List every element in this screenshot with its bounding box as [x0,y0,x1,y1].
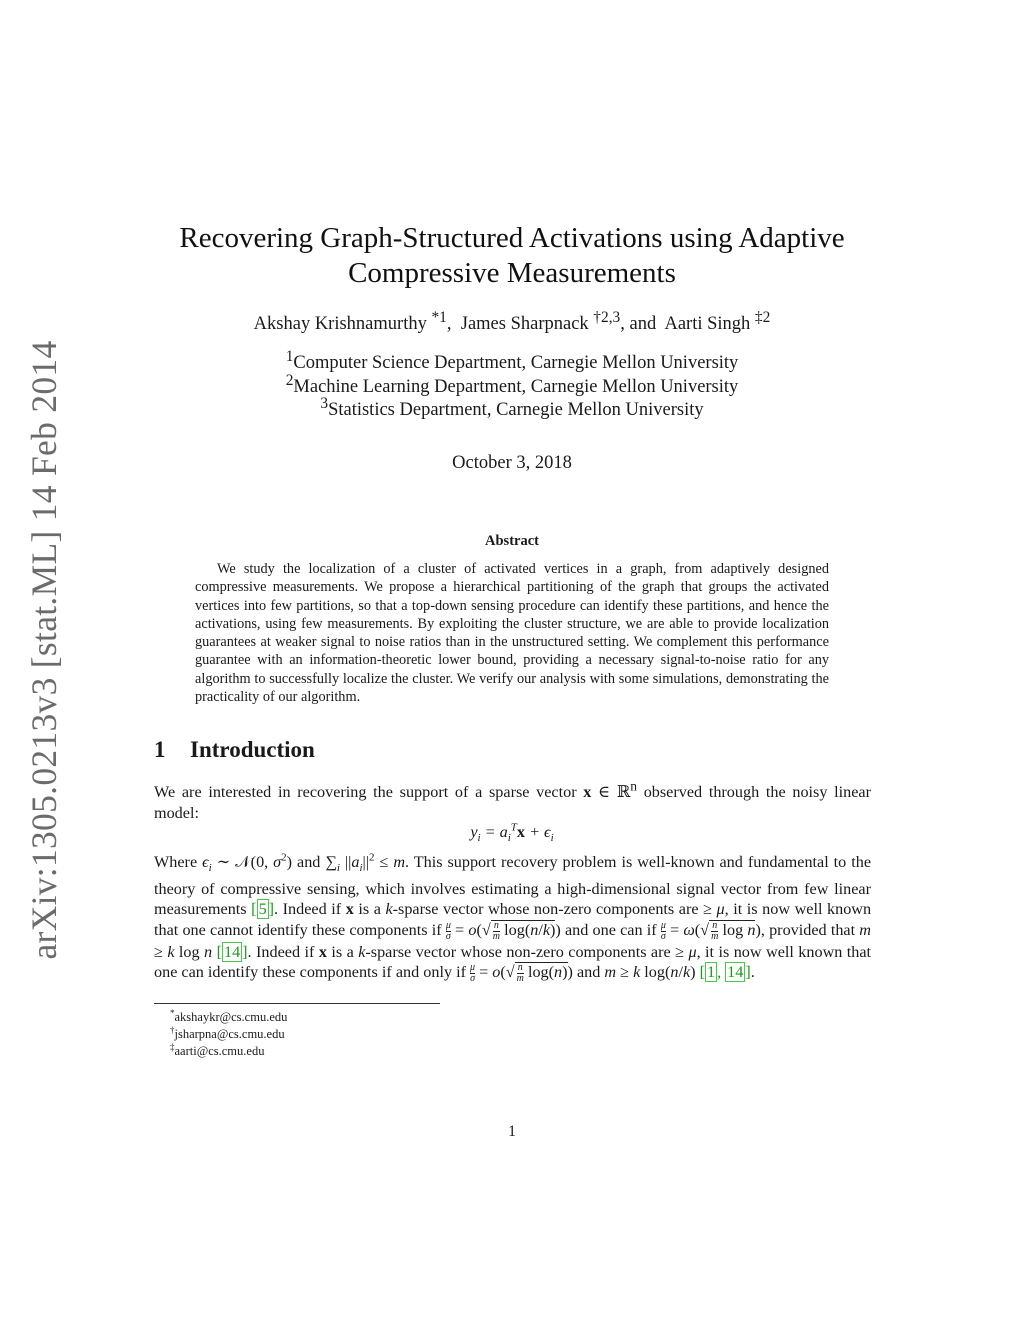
footnote-mark: † [170,1024,175,1035]
footnote-email[interactable]: aarti@cs.cmu.edu [174,1044,265,1058]
footnote-email[interactable]: akshaykr@cs.cmu.edu [174,1010,288,1024]
text-run: . Indeed if [274,900,342,919]
affiliation-number: 3 [320,394,329,412]
text-run: is a [358,900,381,919]
section-title: Introduction [190,737,315,762]
author-name: James Sharpnack [460,314,589,334]
intro-paragraph-1 [154,778,871,823]
affiliation-number: 1 [285,347,294,365]
footnote-mark: * [170,1007,175,1018]
equation-model: $y_i = a_i^Tx + \epsilon_i$ [470,821,554,845]
affiliation-text: Computer Science Department, Carnegie Mellon University [293,353,739,373]
author-mark: *1 [431,308,447,326]
paper-date: October 3, 2018 [452,453,572,473]
affiliation-text: Statistics Department, Carnegie Mellon University [328,400,704,420]
author-name: Aarti Singh [664,314,751,334]
affiliation [0,347,1024,376]
abstract-heading: Abstract [485,533,539,549]
footnotes [170,1009,287,1060]
text-run: -sparse vector whose non-zero components are ≥ [365,942,684,961]
footnote [170,1009,287,1026]
section-number: 1 [154,737,166,762]
author-name: Akshay Krishnamurthy [253,314,427,334]
affiliation-number: 2 [285,371,294,389]
author-mark: ‡2 [754,308,771,326]
footnote [170,1043,287,1060]
citation-number[interactable]: 14 [223,942,241,961]
author-mark: †2,3 [593,308,621,326]
text-run: , it is now well known that one can identify these components if and only if [154,942,872,982]
footnote-mark: ‡ [170,1041,175,1052]
page-number: 1 [508,1123,516,1140]
section-heading [154,737,315,763]
intro-paragraph-2: Where $\epsilon_i$ ∼ 𝒩(0, $\sigma^2$) and $\sum_i$ $||a_i||^2 \le m$. This support recovery problem is well-known and fundamental to the theory of compressive sensing, which involves estimating a high-dimensional signal vector from few linear measurements [ 5 ]. Indeed if x is a k-sparse vector whose non-zero components are ≥ μ, it is now well known that one cannot identify these components if $\frac{\mu}{\sigma}$ = o(√ $\frac{n}{m}$ log(n/k)) and one can if $\frac{\mu}{\sigma}$ = ω(√ $\frac{n}{m}$ log n), provided that m ≥ k log n [ 14 ]. Indeed if x is a k-sparse vector whose non-zero components are ≥ μ, it is now well known that one can identify these components if and only if $\frac{\mu}{\sigma}$ = o(√ $\frac{n}{m}$ log(n)) and m ≥ k log(n/k) [ 1 , 14 ]. [154,851,872,984]
text-run: and [297,853,321,871]
abstract-text: We study the localization of a cluster of activated vertices in a graph, from adaptively designed compressive measurements. We propose a hierarchical partitioning of the graph that groups the activated vertices into few partitions, so that a top-down sensing procedure can identify these partitions, and hence the activations, using few measurements. By exploiting the cluster structure, we are able to provide localization guarantees at weaker signal to noise ratios than in the unstructured setting. We complement this performance guarantee with an information-theoretic lower bound, providing a necessary signal-to-noise ratio for any algorithm to successfully localize the cluster. We verify our analysis with some simulations, demonstrating the practicality of our algorithm. [195,561,829,706]
text-run: and one can if [564,920,657,939]
affiliation-text: Machine Learning Department, Carnegie Mellon University [293,376,739,397]
affiliation [0,394,1024,423]
title-line-2: Compressive Measurements [348,257,676,289]
text-run: , provided that [760,920,856,939]
math-inline: x ∈ ℝ$^n$ [583,778,637,801]
authors-joiner: , and [620,314,657,334]
author-list: Akshay Krishnamurthy $^{*1}$, James Sharpnack $^{\dagger 2,3}$, and Aarti Singh $^{\ddagger 2}$ [253,308,771,334]
text-run: . Indeed if [247,942,315,961]
text-run: observed through the noisy linear model: [154,783,871,822]
citation-link[interactable]: [ 1 , 14 ] [699,963,751,982]
text-run: is a [331,942,354,961]
affiliation-list [0,347,1024,423]
citation-number[interactable]: 5 [258,900,267,919]
title-line-1: Recovering Graph-Structured Activations using Adaptive [179,222,845,254]
text-run: . This support recovery problem is well-known and fundamental to the theory of compressive sensing, which involves estimating a high-dimensional signal vector from few linear measurements [154,853,872,919]
citation-number[interactable]: 14 [727,963,744,982]
affiliation [0,371,1024,400]
arxiv-stamp-text: arXiv:1305.0213v3 [stat.ML] 14 Feb 2014 [24,340,64,960]
footnote-rule [154,1003,440,1004]
text-run: -sparse vector whose non-zero components are ≥ [392,900,712,919]
footnote-email[interactable]: jsharpna@cs.cmu.edu [174,1027,285,1041]
text-run: and [576,963,601,982]
citation-link[interactable]: [ 14 ] [216,942,248,961]
text-run: Where [154,853,198,871]
text-run: We are interested in recovering the support of a sparse vector [154,783,577,801]
citation-number[interactable]: 1 [706,963,716,982]
paper-title [0,221,1024,291]
citation-link[interactable]: [ 5 ] [251,900,275,919]
footnote [170,1026,287,1043]
text-run: , it is now well known that one cannot identify these components if [154,900,872,939]
